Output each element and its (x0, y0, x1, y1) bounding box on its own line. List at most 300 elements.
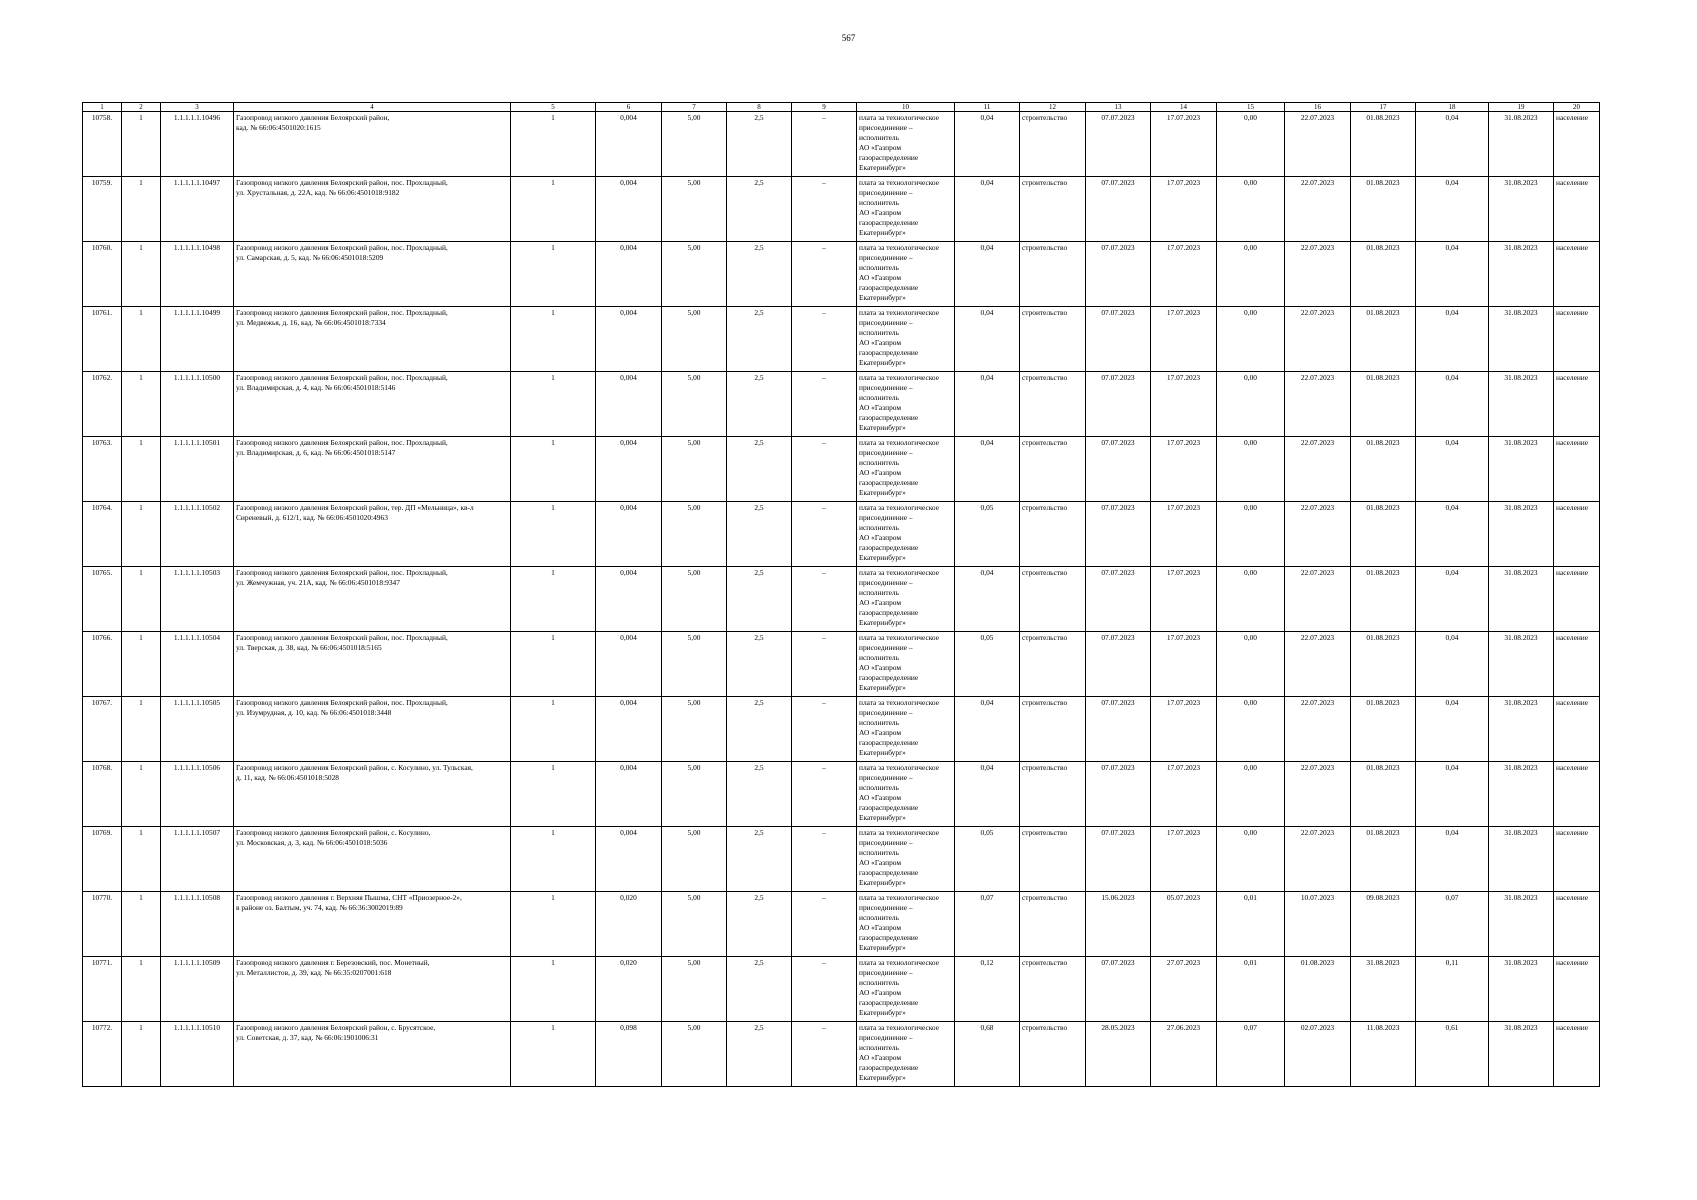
table-row (83, 502, 1600, 567)
funding-source-cell: плата за технологическое присоединение – исполнитель АО «Газпром газораспределение Екатеринбург» (857, 1022, 955, 1087)
table-cell: 5,00 (662, 177, 727, 242)
table-cell: 0,04 (955, 372, 1020, 437)
table-cell: 07.07.2023 (1086, 242, 1151, 307)
consumer-category-cell: население (1554, 437, 1600, 502)
table-cell: 5,00 (662, 957, 727, 1022)
table-cell: 31.08.2023 (1489, 177, 1554, 242)
funding-source-cell: плата за технологическое присоединение – исполнитель АО «Газпром газораспределение Екатеринбург» (857, 177, 955, 242)
column-header: 9 (792, 103, 857, 112)
table-cell: 1 (511, 112, 596, 177)
row-number-cell: 10768. (83, 762, 122, 827)
table-row (83, 112, 1600, 177)
table-cell: 1 (122, 567, 161, 632)
table-cell: – (792, 892, 857, 957)
table-cell: 0,05 (955, 827, 1020, 892)
table-cell: 1 (511, 892, 596, 957)
description-cell: Газопровод низкого давления г. Березовский, пос. Монетный, ул. Металлистов, д. 39, кад. № 66:35:0207001:618 (234, 957, 511, 1022)
table-cell: 0,004 (596, 307, 662, 372)
table-cell: 5,00 (662, 762, 727, 827)
table-cell: 22.07.2023 (1285, 307, 1351, 372)
table-cell: 31.08.2023 (1489, 242, 1554, 307)
table-cell: 07.07.2023 (1086, 697, 1151, 762)
table-cell: 0,00 (1217, 632, 1285, 697)
table-cell: 0,04 (955, 437, 1020, 502)
funding-source-cell: плата за технологическое присоединение – исполнитель АО «Газпром газораспределение Екатеринбург» (857, 307, 955, 372)
consumer-category-cell: население (1554, 502, 1600, 567)
column-header: 7 (662, 103, 727, 112)
table-row (83, 437, 1600, 502)
table-cell: 07.07.2023 (1086, 632, 1151, 697)
description-cell: Газопровод низкого давления Белоярский район, с. Косулино, ул. Московская, д. 3, кад. № 66:06:4501018:5036 (234, 827, 511, 892)
table-cell: 0,04 (1416, 827, 1489, 892)
description-cell: Газопровод низкого давления Белоярский район, пос. Прохладный, ул. Владимирская, д. 4, кад. № 66:06:4501018:5146 (234, 372, 511, 437)
consumer-category-cell: население (1554, 112, 1600, 177)
table-cell: 1 (122, 632, 161, 697)
table-cell: 0,004 (596, 502, 662, 567)
table-cell: 01.08.2023 (1351, 242, 1416, 307)
table-cell: 1 (511, 762, 596, 827)
funding-source-cell: плата за технологическое присоединение – исполнитель АО «Газпром газораспределение Екатеринбург» (857, 892, 955, 957)
column-header: 20 (1554, 103, 1600, 112)
table-cell: 2,5 (727, 437, 792, 502)
table-cell: 2,5 (727, 372, 792, 437)
table-cell: 2,5 (727, 1022, 792, 1087)
work-type-cell: строительство (1020, 567, 1086, 632)
column-header: 1 (83, 103, 122, 112)
work-type-cell: строительство (1020, 502, 1086, 567)
table-cell: 01.08.2023 (1351, 437, 1416, 502)
work-type-cell: строительство (1020, 892, 1086, 957)
work-type-cell: строительство (1020, 762, 1086, 827)
table-cell: 0,00 (1217, 112, 1285, 177)
table-cell: 1 (122, 437, 161, 502)
table-cell: 2,5 (727, 632, 792, 697)
table-cell: 31.08.2023 (1489, 112, 1554, 177)
table-row (83, 242, 1600, 307)
table-cell: 0,004 (596, 762, 662, 827)
table-cell: 0,01 (1217, 957, 1285, 1022)
table-cell: 0,04 (1416, 697, 1489, 762)
consumer-category-cell: население (1554, 827, 1600, 892)
table-cell: 2,5 (727, 762, 792, 827)
column-header: 11 (955, 103, 1020, 112)
table-cell: 0,04 (1416, 307, 1489, 372)
table-row (83, 1022, 1600, 1087)
object-code-cell: 1.1.1.1.1.10504 (161, 632, 234, 697)
table-cell: 22.07.2023 (1285, 372, 1351, 437)
table-cell: 1 (511, 372, 596, 437)
row-number-cell: 10761. (83, 307, 122, 372)
table-cell: 2,5 (727, 112, 792, 177)
row-number-cell: 10769. (83, 827, 122, 892)
table-cell: 01.08.2023 (1351, 307, 1416, 372)
table-cell: 17.07.2023 (1151, 242, 1217, 307)
description-cell: Газопровод низкого давления Белоярский район, пос. Прохладный, ул. Тверская, д. 38, кад. № 66:06:4501018:5165 (234, 632, 511, 697)
work-type-cell: строительство (1020, 437, 1086, 502)
table-cell: 22.07.2023 (1285, 177, 1351, 242)
table-cell: 0,12 (955, 957, 1020, 1022)
table-cell: 1 (511, 242, 596, 307)
consumer-category-cell: население (1554, 177, 1600, 242)
description-cell: Газопровод низкого давления Белоярский район, кад. № 66:06:4501020:1615 (234, 112, 511, 177)
page-number: 567 (841, 33, 856, 43)
consumer-category-cell: население (1554, 242, 1600, 307)
object-code-cell: 1.1.1.1.1.10503 (161, 567, 234, 632)
table-cell: 1 (511, 1022, 596, 1087)
consumer-category-cell: население (1554, 762, 1600, 827)
table-cell: 07.07.2023 (1086, 957, 1151, 1022)
table-cell: 2,5 (727, 242, 792, 307)
row-number-cell: 10766. (83, 632, 122, 697)
table-cell: 0,04 (955, 567, 1020, 632)
column-header: 3 (161, 103, 234, 112)
table-cell: 0,00 (1217, 502, 1285, 567)
consumer-category-cell: население (1554, 372, 1600, 437)
table-cell: 0,04 (1416, 567, 1489, 632)
table-cell: 2,5 (727, 697, 792, 762)
table-cell: 31.08.2023 (1489, 567, 1554, 632)
table-cell: 11.08.2023 (1351, 1022, 1416, 1087)
table-row (83, 827, 1600, 892)
consumer-category-cell: население (1554, 1022, 1600, 1087)
table-cell: 31.08.2023 (1489, 307, 1554, 372)
table-cell: 1 (122, 892, 161, 957)
table-cell: 1 (122, 307, 161, 372)
object-code-cell: 1.1.1.1.1.10499 (161, 307, 234, 372)
object-code-cell: 1.1.1.1.1.10500 (161, 372, 234, 437)
table-cell: 2,5 (727, 307, 792, 372)
description-cell: Газопровод низкого давления Белоярский район, пос. Прохладный, ул. Владимирская, д. 6, кад. № 66:06:4501018:5147 (234, 437, 511, 502)
consumer-category-cell: население (1554, 697, 1600, 762)
table-cell: 17.07.2023 (1151, 827, 1217, 892)
table-cell: 0,004 (596, 372, 662, 437)
table-cell: 1 (511, 827, 596, 892)
table-cell: 0,04 (1416, 762, 1489, 827)
work-type-cell: строительство (1020, 697, 1086, 762)
table-cell: – (792, 827, 857, 892)
column-header: 5 (511, 103, 596, 112)
table-cell: 0,004 (596, 567, 662, 632)
table-cell: – (792, 697, 857, 762)
column-header: 2 (122, 103, 161, 112)
table-cell: 0,00 (1217, 697, 1285, 762)
table-cell: 07.07.2023 (1086, 567, 1151, 632)
description-cell: Газопровод низкого давления Белоярский район, с. Брусятское, ул. Советская, д. 37, кад. № 66:06:1901006:31 (234, 1022, 511, 1087)
table-cell: 31.08.2023 (1351, 957, 1416, 1022)
column-header: 10 (857, 103, 955, 112)
table-cell: – (792, 957, 857, 1022)
column-header: 17 (1351, 103, 1416, 112)
table-cell: 07.07.2023 (1086, 762, 1151, 827)
table-cell: 0,098 (596, 1022, 662, 1087)
table-cell: 0,07 (1416, 892, 1489, 957)
work-type-cell: строительство (1020, 632, 1086, 697)
description-cell: Газопровод низкого давления Белоярский район, пос. Прохладный, ул. Хрустальная, д. 22А, кад. № 66:06:4501018:9182 (234, 177, 511, 242)
row-number-cell: 10762. (83, 372, 122, 437)
object-code-cell: 1.1.1.1.1.10496 (161, 112, 234, 177)
table-cell: 0,00 (1217, 762, 1285, 827)
table-cell: 17.07.2023 (1151, 502, 1217, 567)
table-cell: 31.08.2023 (1489, 632, 1554, 697)
table-cell: 1 (122, 762, 161, 827)
object-code-cell: 1.1.1.1.1.10508 (161, 892, 234, 957)
funding-source-cell: плата за технологическое присоединение – исполнитель АО «Газпром газораспределение Екатеринбург» (857, 437, 955, 502)
table-cell: 0,07 (955, 892, 1020, 957)
column-header: 16 (1285, 103, 1351, 112)
table-cell: 22.07.2023 (1285, 112, 1351, 177)
table-body (83, 112, 1600, 1087)
table-cell: 0,11 (1416, 957, 1489, 1022)
table-cell: 17.07.2023 (1151, 307, 1217, 372)
table-cell: – (792, 242, 857, 307)
row-number-cell: 10772. (83, 1022, 122, 1087)
consumer-category-cell: население (1554, 892, 1600, 957)
table-cell: – (792, 112, 857, 177)
table-cell: 1 (511, 632, 596, 697)
table-cell: 31.08.2023 (1489, 827, 1554, 892)
table-cell: 0,04 (955, 697, 1020, 762)
column-header: 15 (1217, 103, 1285, 112)
table-cell: 22.07.2023 (1285, 437, 1351, 502)
funding-source-cell: плата за технологическое присоединение – исполнитель АО «Газпром газораспределение Екатеринбург» (857, 632, 955, 697)
table-cell: 0,04 (955, 762, 1020, 827)
table-cell: 01.08.2023 (1351, 632, 1416, 697)
funding-source-cell: плата за технологическое присоединение – исполнитель АО «Газпром газораспределение Екатеринбург» (857, 827, 955, 892)
table-cell: 31.08.2023 (1489, 372, 1554, 437)
consumer-category-cell: население (1554, 957, 1600, 1022)
table-cell: 0,004 (596, 112, 662, 177)
registry-table (82, 102, 1600, 1087)
table-cell: 1 (511, 697, 596, 762)
table-cell: 1 (122, 112, 161, 177)
table-cell: 5,00 (662, 437, 727, 502)
table-cell: 1 (122, 957, 161, 1022)
table-cell: 01.08.2023 (1285, 957, 1351, 1022)
table-cell: 0,020 (596, 892, 662, 957)
table-cell: 22.07.2023 (1285, 502, 1351, 567)
row-number-cell: 10764. (83, 502, 122, 567)
description-cell: Газопровод низкого давления Белоярский район, с. Косулино, ул. Тульская, д. 11, кад. № 66:06:4501018:5028 (234, 762, 511, 827)
table-cell: 0,004 (596, 177, 662, 242)
table-cell: 17.07.2023 (1151, 177, 1217, 242)
table-cell: 0,004 (596, 242, 662, 307)
table-cell: 0,004 (596, 697, 662, 762)
work-type-cell: строительство (1020, 1022, 1086, 1087)
table-cell: 1 (511, 177, 596, 242)
table-cell: 22.07.2023 (1285, 762, 1351, 827)
table-cell: 2,5 (727, 567, 792, 632)
table-cell: 31.08.2023 (1489, 697, 1554, 762)
table-cell: 0,004 (596, 437, 662, 502)
table-cell: 5,00 (662, 697, 727, 762)
table-cell: 0,05 (955, 632, 1020, 697)
table-row (83, 697, 1600, 762)
table-cell: 5,00 (662, 502, 727, 567)
table-cell: 1 (511, 307, 596, 372)
work-type-cell: строительство (1020, 177, 1086, 242)
table-cell: 5,00 (662, 372, 727, 437)
table-cell: 0,00 (1217, 177, 1285, 242)
table-cell: 0,004 (596, 632, 662, 697)
table-cell: 31.08.2023 (1489, 502, 1554, 567)
table-cell: 0,07 (1217, 1022, 1285, 1087)
table-cell: 1 (122, 177, 161, 242)
table-cell: 22.07.2023 (1285, 697, 1351, 762)
object-code-cell: 1.1.1.1.1.10501 (161, 437, 234, 502)
table-cell: 5,00 (662, 567, 727, 632)
table-cell: 5,00 (662, 307, 727, 372)
table-cell: 5,00 (662, 892, 727, 957)
table-cell: 0,00 (1217, 242, 1285, 307)
table-cell: 07.07.2023 (1086, 502, 1151, 567)
table-cell: 0,00 (1217, 307, 1285, 372)
table-cell: 2,5 (727, 502, 792, 567)
table-cell: – (792, 1022, 857, 1087)
table-cell: 0,00 (1217, 372, 1285, 437)
object-code-cell: 1.1.1.1.1.10509 (161, 957, 234, 1022)
table-cell: 5,00 (662, 1022, 727, 1087)
table-cell: 2,5 (727, 177, 792, 242)
object-code-cell: 1.1.1.1.1.10505 (161, 697, 234, 762)
table-cell: 01.08.2023 (1351, 112, 1416, 177)
work-type-cell: строительство (1020, 112, 1086, 177)
header-row (83, 103, 1600, 112)
table-cell: 17.07.2023 (1151, 567, 1217, 632)
column-header: 6 (596, 103, 662, 112)
table-row (83, 957, 1600, 1022)
table-cell: 1 (511, 567, 596, 632)
table-row (83, 307, 1600, 372)
table-cell: 17.07.2023 (1151, 697, 1217, 762)
table-cell: 31.08.2023 (1489, 892, 1554, 957)
table-cell: 0,04 (1416, 372, 1489, 437)
funding-source-cell: плата за технологическое присоединение – исполнитель АО «Газпром газораспределение Екатеринбург» (857, 697, 955, 762)
table-cell: – (792, 762, 857, 827)
table-cell: – (792, 307, 857, 372)
table-cell: 0,04 (1416, 177, 1489, 242)
column-header: 18 (1416, 103, 1489, 112)
row-number-cell: 10758. (83, 112, 122, 177)
column-header: 8 (727, 103, 792, 112)
table-cell: 0,00 (1217, 827, 1285, 892)
column-header: 13 (1086, 103, 1151, 112)
table-cell: 1 (122, 697, 161, 762)
table-cell: 0,04 (1416, 112, 1489, 177)
table-cell: 31.08.2023 (1489, 1022, 1554, 1087)
table-cell: 15.06.2023 (1086, 892, 1151, 957)
column-header: 4 (234, 103, 511, 112)
table-cell: 0,020 (596, 957, 662, 1022)
object-code-cell: 1.1.1.1.1.10507 (161, 827, 234, 892)
table-cell: 17.07.2023 (1151, 372, 1217, 437)
table-cell: 28.05.2023 (1086, 1022, 1151, 1087)
table-row (83, 762, 1600, 827)
table-cell: 22.07.2023 (1285, 567, 1351, 632)
table-cell: 0,04 (955, 112, 1020, 177)
table-cell: 0,01 (1217, 892, 1285, 957)
table-cell: 17.07.2023 (1151, 762, 1217, 827)
table-cell: – (792, 502, 857, 567)
row-number-cell: 10771. (83, 957, 122, 1022)
table-cell: 0,00 (1217, 437, 1285, 502)
column-header: 19 (1489, 103, 1554, 112)
table-cell: 5,00 (662, 112, 727, 177)
table-cell: – (792, 437, 857, 502)
table-cell: 1 (511, 437, 596, 502)
funding-source-cell: плата за технологическое присоединение – исполнитель АО «Газпром газораспределение Екатеринбург» (857, 242, 955, 307)
table-row (83, 177, 1600, 242)
table-cell: 07.07.2023 (1086, 437, 1151, 502)
table-cell: 01.08.2023 (1351, 827, 1416, 892)
table-cell: – (792, 372, 857, 437)
table-cell: 01.08.2023 (1351, 372, 1416, 437)
funding-source-cell: плата за технологическое присоединение – исполнитель АО «Газпром газораспределение Екатеринбург» (857, 762, 955, 827)
table-cell: – (792, 177, 857, 242)
table-cell: 02.07.2023 (1285, 1022, 1351, 1087)
description-cell: Газопровод низкого давления Белоярский район, пос. Прохладный, ул. Изумрудная, д. 10, кад. № 66:06:4501018:3448 (234, 697, 511, 762)
table-cell: 22.07.2023 (1285, 827, 1351, 892)
table-cell: 31.08.2023 (1489, 957, 1554, 1022)
column-header: 12 (1020, 103, 1086, 112)
table-cell: 01.08.2023 (1351, 762, 1416, 827)
description-cell: Газопровод низкого давления Белоярский район, тер. ДП «Мельница», кв-л Сиреневый, д. 612/1, кад. № 66:06:4501020:4963 (234, 502, 511, 567)
funding-source-cell: плата за технологическое присоединение – исполнитель АО «Газпром газораспределение Екатеринбург» (857, 502, 955, 567)
object-code-cell: 1.1.1.1.1.10506 (161, 762, 234, 827)
table-cell: 5,00 (662, 632, 727, 697)
table-cell: 0,04 (1416, 632, 1489, 697)
table-cell: 07.07.2023 (1086, 112, 1151, 177)
work-type-cell: строительство (1020, 957, 1086, 1022)
table-cell: 0,68 (955, 1022, 1020, 1087)
table-cell: 2,5 (727, 827, 792, 892)
table-cell: 1 (122, 827, 161, 892)
table-row (83, 372, 1600, 437)
table-cell: 17.07.2023 (1151, 112, 1217, 177)
table-cell: 09.08.2023 (1351, 892, 1416, 957)
table-cell: 0,04 (1416, 242, 1489, 307)
work-type-cell: строительство (1020, 307, 1086, 372)
table-cell: 27.07.2023 (1151, 957, 1217, 1022)
row-number-cell: 10763. (83, 437, 122, 502)
column-header: 14 (1151, 103, 1217, 112)
table-row (83, 892, 1600, 957)
table-cell: 1 (122, 242, 161, 307)
row-number-cell: 10767. (83, 697, 122, 762)
table-cell: 0,04 (955, 307, 1020, 372)
table-cell: 01.08.2023 (1351, 567, 1416, 632)
table-cell: 0,04 (955, 242, 1020, 307)
description-cell: Газопровод низкого давления г. Верхняя Пышма, СНТ «Приозерное-2», в районе оз. Балтым, уч. 74, кад. № 66:36:3002019:89 (234, 892, 511, 957)
table-cell: 0,04 (1416, 437, 1489, 502)
table-cell: 01.08.2023 (1351, 177, 1416, 242)
table-cell: 1 (122, 372, 161, 437)
work-type-cell: строительство (1020, 242, 1086, 307)
table-row (83, 632, 1600, 697)
work-type-cell: строительство (1020, 827, 1086, 892)
table-cell: 1 (122, 1022, 161, 1087)
table-cell: 1 (511, 957, 596, 1022)
table-cell: 07.07.2023 (1086, 177, 1151, 242)
funding-source-cell: плата за технологическое присоединение – исполнитель АО «Газпром газораспределение Екатеринбург» (857, 957, 955, 1022)
object-code-cell: 1.1.1.1.1.10510 (161, 1022, 234, 1087)
table-cell: 17.07.2023 (1151, 632, 1217, 697)
description-cell: Газопровод низкого давления Белоярский район, пос. Прохладный, ул. Самарская, д. 5, кад. № 66:06:4501018:5209 (234, 242, 511, 307)
table-cell: 22.07.2023 (1285, 242, 1351, 307)
table-cell: 07.07.2023 (1086, 372, 1151, 437)
table-cell: 27.06.2023 (1151, 1022, 1217, 1087)
funding-source-cell: плата за технологическое присоединение – исполнитель АО «Газпром газораспределение Екатеринбург» (857, 567, 955, 632)
table-cell: 07.07.2023 (1086, 827, 1151, 892)
